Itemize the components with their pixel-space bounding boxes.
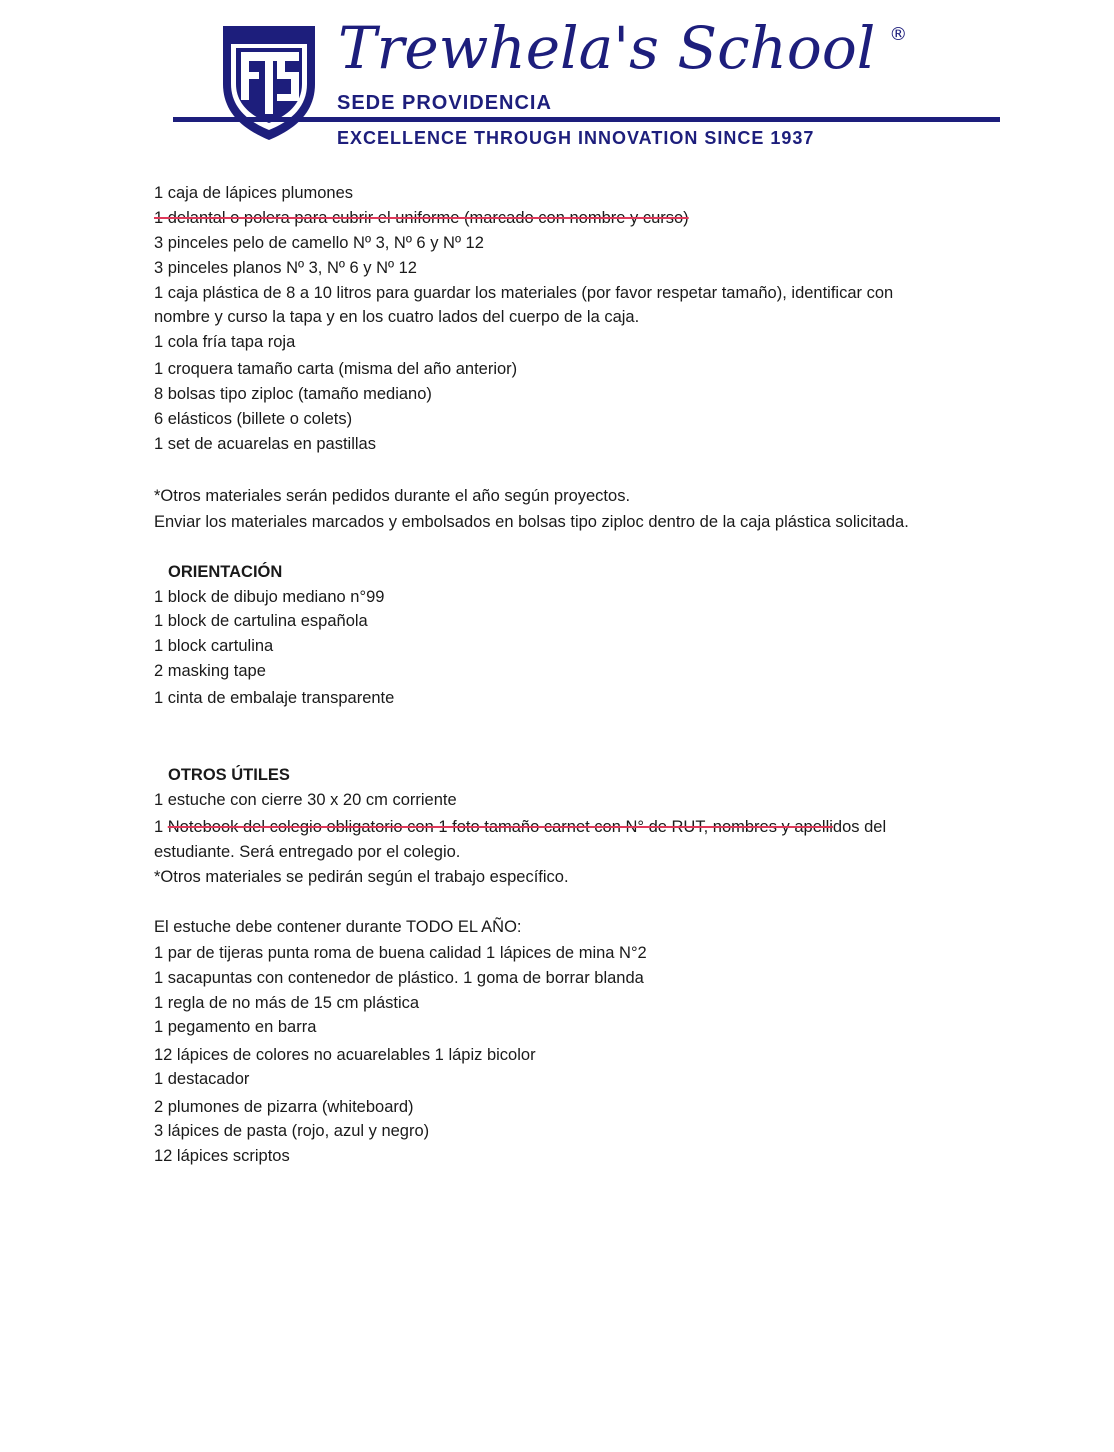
list-item: 1 pegamento en barra (154, 1018, 317, 1036)
list-item: 3 pinceles planos Nº 3, Nº 6 y Nº 12 (154, 259, 417, 277)
list-item-continuation: nombre y curso la tapa y en los cuatro lados del cuerpo de la caja. (154, 308, 640, 326)
list-item: 1 block de dibujo mediano n°99 (154, 588, 385, 606)
list-item: 1 set de acuarelas en pastillas (154, 435, 376, 453)
title-row (338, 12, 907, 84)
otros-note: *Otros materiales se pedirán según el trabajo específico. (154, 868, 569, 886)
list-item-notebook (154, 817, 1054, 837)
list-item: 1 caja de lápices plumones (154, 184, 354, 202)
list-item: 1 destacador (154, 1070, 250, 1088)
list-item: 2 plumones de pizarra (whiteboard) (154, 1098, 414, 1116)
list-item: 1 croquera tamaño carta (misma del año anterior) (154, 360, 518, 378)
header-divider (173, 117, 1000, 122)
letterhead (0, 0, 1114, 160)
list-item: 3 lápices de pasta (rojo, azul y negro) (154, 1122, 430, 1140)
list-item: 3 pinceles pelo de camello Nº 3, Nº 6 y Nº 12 (154, 234, 484, 252)
registered-mark: ® (889, 24, 908, 45)
materials-note: *Otros materiales serán pedidos durante el año según proyectos. (154, 487, 631, 505)
list-item: 6 elásticos (billete o colets) (154, 410, 353, 428)
list-item-struck: 1 delantal o polera para cubrir el uniforme (marcado con nombre y curso) (154, 209, 689, 227)
list-item: 1 block de cartulina española (154, 612, 368, 630)
school-name-title: Trewhela's School (338, 14, 876, 82)
tagline: EXCELLENCE THROUGH INNOVATION SINCE 1937 (337, 128, 815, 148)
list-item: 12 lápices scriptos (154, 1147, 290, 1165)
section-heading-orientacion: ORIENTACIÓN (168, 563, 283, 581)
list-item: 1 block cartulina (154, 637, 274, 655)
list-item: 1 regla de no más de 15 cm plástica (154, 994, 420, 1012)
campus-name: SEDE PROVIDENCIA (337, 92, 552, 114)
notebook-rest: dos del (832, 818, 887, 836)
list-item: 1 estuche con cierre 30 x 20 cm corriente (154, 791, 457, 809)
notebook-struck-text: Notebook del colegio obligatorio con 1 foto tamaño carnet con N° de RUT, nombres y apelli (167, 818, 833, 836)
document-body (154, 183, 1054, 1166)
list-item-continuation: estudiante. Será entregado por el colegio. (154, 843, 461, 861)
materials-instruction: Enviar los materiales marcados y embolsados en bolsas tipo ziploc dentro de la caja plástica solicitada. (154, 513, 909, 531)
list-item: 2 masking tape (154, 662, 266, 680)
list-item: 1 sacapuntas con contenedor de plástico. 1 goma de borrar blanda (154, 969, 644, 987)
list-item: 1 cola fría tapa roja (154, 333, 296, 351)
section-heading-otros-utiles: OTROS ÚTILES (168, 766, 290, 784)
list-item: 1 cinta de embalaje transparente (154, 689, 395, 707)
list-item: 8 bolsas tipo ziploc (tamaño mediano) (154, 385, 432, 403)
school-crest-logo (219, 22, 319, 142)
estuche-intro: El estuche debe contener durante TODO EL AÑO: (154, 918, 522, 936)
notebook-prefix: 1 (154, 818, 168, 836)
list-item: 12 lápices de colores no acuarelables 1 lápiz bicolor (154, 1046, 536, 1064)
list-item: 1 par de tijeras punta roma de buena calidad 1 lápices de mina N°2 (154, 944, 647, 962)
list-item: 1 caja plástica de 8 a 10 litros para guardar los materiales (por favor respetar tamaño), identificar con (154, 284, 894, 302)
